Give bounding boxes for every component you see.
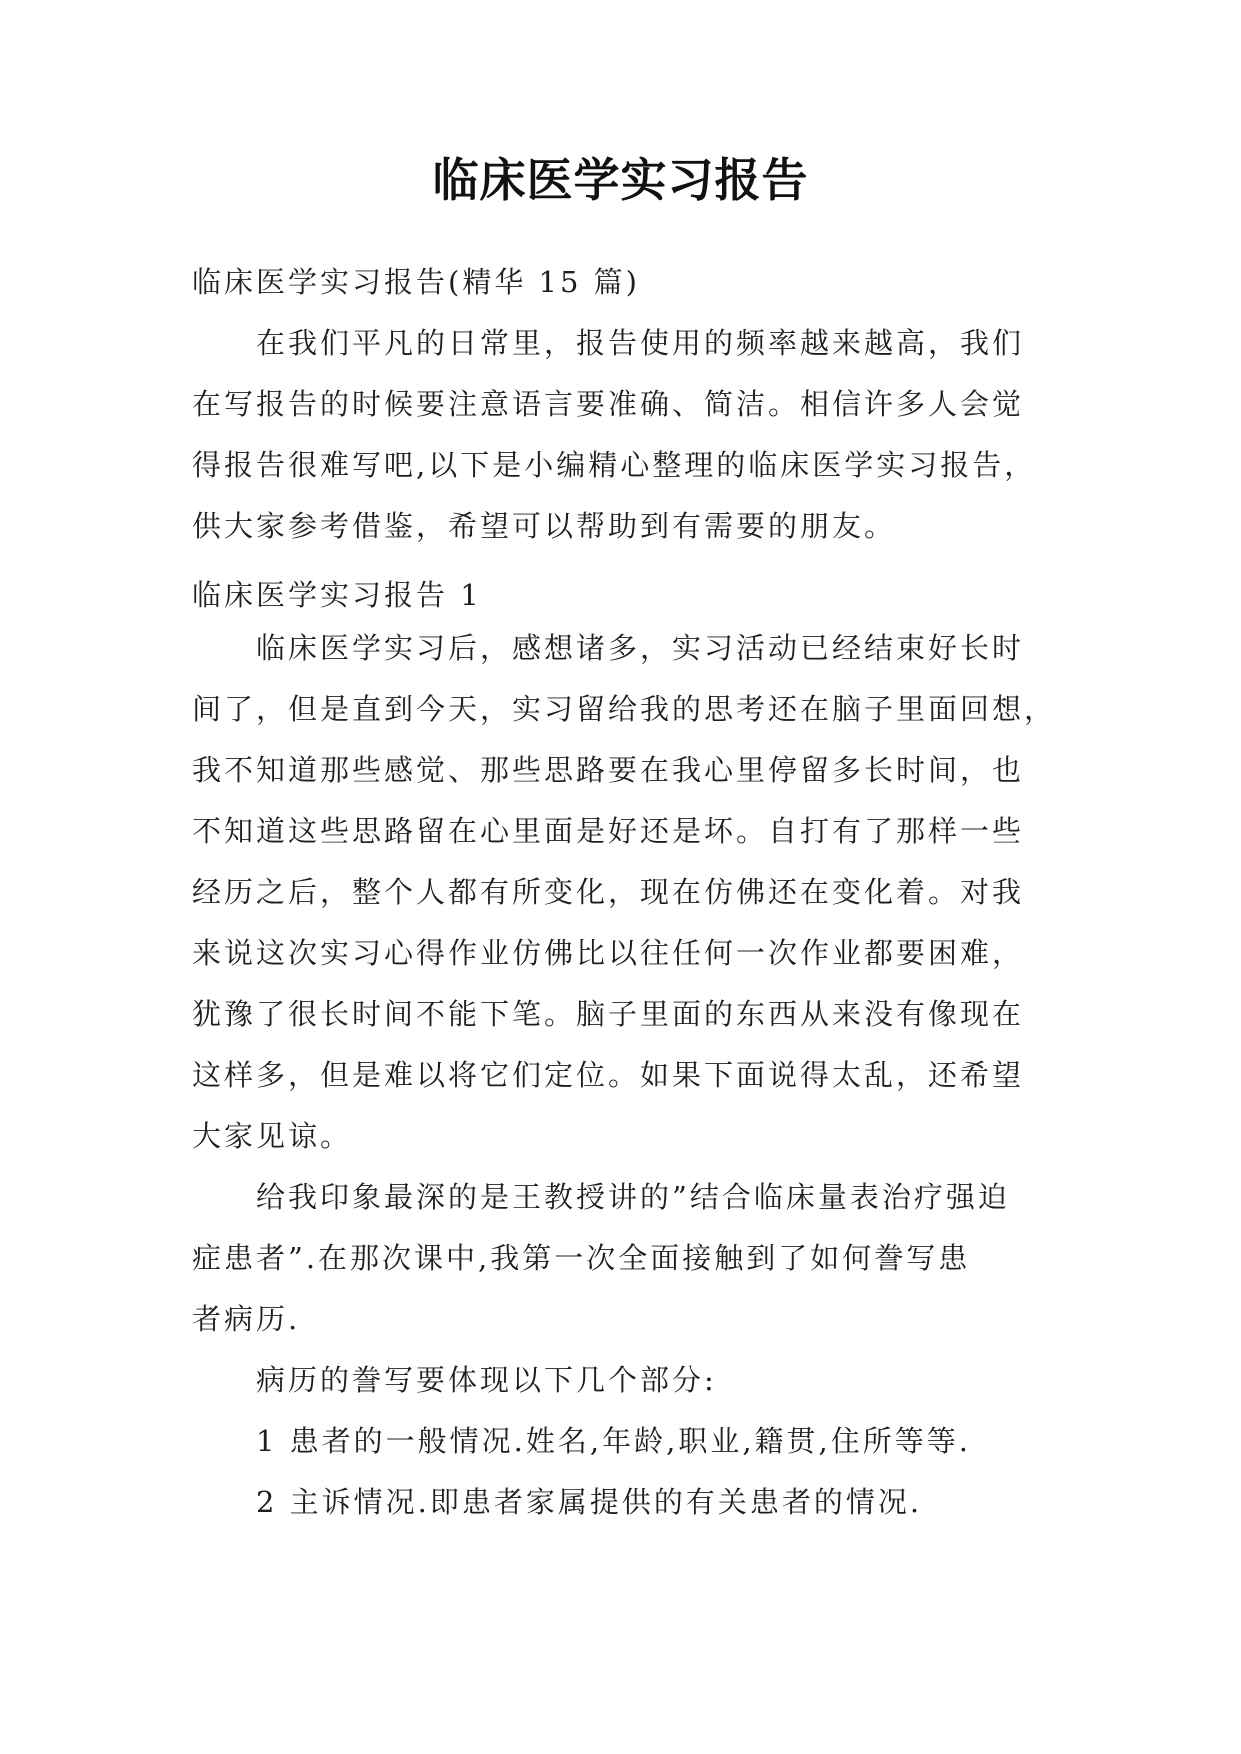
list-item-1: 1 患者的一般情况.姓名,年龄,职业,籍贯,住所等等. (256, 1424, 971, 1458)
intro-paragraph (192, 313, 1062, 557)
paragraph-line: 大家见谅。 (192, 1119, 353, 1153)
section-paragraph-1 (192, 618, 1062, 1167)
intro-line: 供大家参考借鉴，希望可以帮助到有需要的朋友。 (192, 509, 897, 543)
paragraph-line: 犹豫了很长时间不能下笔。脑子里面的东西从来没有像现在 (192, 997, 1025, 1031)
paragraph-line: 者病历. (192, 1302, 301, 1336)
intro-line: 得报告很难写吧,以下是小编精心整理的临床医学实习报告， (192, 448, 1037, 482)
intro-line: 在我们平凡的日常里，报告使用的频率越来越高，我们 (256, 326, 1025, 360)
paragraph-line: 不知道这些思路留在心里面是好还是坏。自打有了那样一些 (192, 814, 1025, 848)
list-item-2: 2 主诉情况.即患者家属提供的有关患者的情况. (256, 1485, 923, 1519)
paragraph-line: 给我印象最深的是王教授讲的”结合临床量表治疗强迫 (256, 1180, 1010, 1214)
intro-line: 在写报告的时候要注意语言要准确、简洁。相信许多人会觉 (192, 387, 1025, 421)
section-paragraph-3: 病历的誊写要体现以下几个部分: (256, 1363, 717, 1397)
paragraph-line: 来说这次实习心得作业仿佛比以往任何一次作业都要困难， (192, 936, 1025, 970)
section-heading: 临床医学实习报告 1 (192, 578, 482, 612)
paragraph-line: 间了，但是直到今天，实习留给我的思考还在脑子里面回想， (192, 692, 1057, 726)
paragraph-line: 我不知道那些感觉、那些思路要在我心里停留多长时间，也 (192, 753, 1025, 787)
document-subtitle: 临床医学实习报告(精华 15 篇) (192, 265, 640, 299)
paragraph-line: 症患者”.在那次课中,我第一次全面接触到了如何誊写患 (192, 1241, 971, 1275)
section-paragraph-2 (192, 1167, 1062, 1350)
paragraph-line: 这样多，但是难以将它们定位。如果下面说得太乱，还希望 (192, 1058, 1025, 1092)
paragraph-line: 经历之后，整个人都有所变化，现在仿佛还在变化着。对我 (192, 875, 1025, 909)
document-title: 临床医学实习报告 (432, 153, 809, 207)
paragraph-line: 临床医学实习后，感想诸多，实习活动已经结束好长时 (256, 631, 1025, 665)
